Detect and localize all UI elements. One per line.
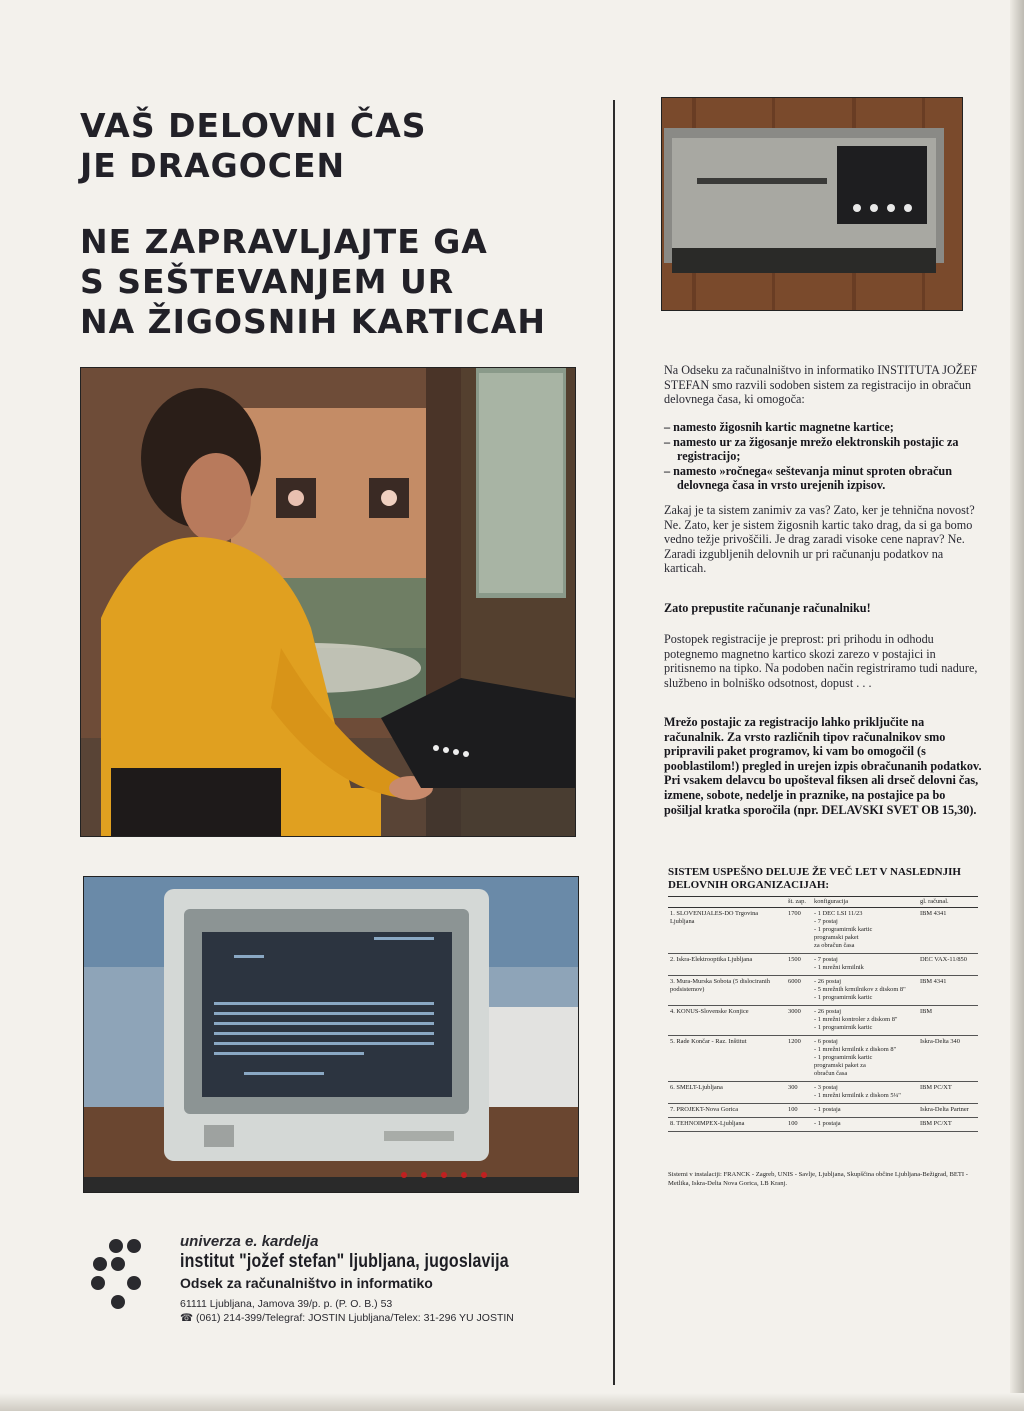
headline-secondary bbox=[80, 222, 600, 342]
table-cell bbox=[812, 1104, 918, 1118]
config-line: - 1 programirnik kartic bbox=[814, 1054, 873, 1061]
table-cell: 6. SMELT-Ljubljana bbox=[668, 1082, 786, 1104]
table-row bbox=[668, 954, 978, 976]
table-cell: 3000 bbox=[786, 1006, 812, 1036]
photo-registration-terminal bbox=[661, 97, 963, 311]
table-cell: Iskra-Delta Partner bbox=[918, 1104, 978, 1118]
table-cell: 1700 bbox=[786, 908, 812, 954]
list-item: – namesto »ročnega« seštevanja minut sproten obračun delovnega časa in vrsto urejenih izpisov. bbox=[664, 463, 952, 493]
procedure-paragraph: Postopek registracije je preprost: pri prihodu in odhodu potegnemo magnetno kartico skozi zarezo v postajici in pritisnemo na tipko. Na podoben način registriramo tudi nadure, službeno in bolniško odsotnost, dopust . . . bbox=[664, 632, 978, 690]
config-line: obračun časa bbox=[814, 1070, 848, 1077]
config-line: - 1 mrežni kontroler z diskom 8" bbox=[814, 1016, 898, 1023]
config-line: - 26 postaj bbox=[814, 978, 841, 985]
config-line: - 7 postaj bbox=[814, 956, 838, 963]
list-item: – namesto ur za žigosanje mrežo elektronskih postajic za registracijo; bbox=[664, 434, 959, 464]
headline-line: VAŠ DELOVNI ČAS bbox=[80, 106, 427, 145]
table-cell bbox=[812, 1036, 918, 1082]
list-item: – namesto žigosnih kartic magnetne kartice; bbox=[664, 420, 894, 434]
postal-address: 61111 Ljubljana, Jamova 39/p. p. (P. O. B.) 53 bbox=[180, 1298, 393, 1310]
call-to-action: Zato prepustite računanje računalniku! bbox=[664, 601, 871, 615]
config-line: - 1 programirnik kartic bbox=[814, 926, 873, 933]
table-cell: 100 bbox=[786, 1104, 812, 1118]
headline-line: JE DRAGOCEN bbox=[80, 146, 346, 185]
table-cell: 1. SLOVENIJALES-DO Trgovina Ljubljana bbox=[668, 908, 786, 954]
network-paragraph: Mrežo postajic za registracijo lahko priključite na računalnik. Za vrsto različnih tipov računalnikov smo pripravili paket programov, ki vam bo omogočil (s pooblastilom!) pregled in urejen izpis obračunanih podatkov. Pri vsakem delavcu bo upošteval fiksen ali drseč delovni čas, izmene, sobote, nedelje in praznike, na postajice pa bo pošiljal kratka sporočila (npr. DELAVSKI SVET OB 15,30). bbox=[664, 715, 982, 817]
table-row bbox=[668, 1082, 978, 1104]
table-cell: IBM bbox=[918, 1006, 978, 1036]
config-line: programski paket bbox=[814, 934, 859, 941]
config-line: - 1 programirnik kartic bbox=[814, 1024, 873, 1031]
config-line: - 1 mrežni krmilnik bbox=[814, 964, 864, 971]
photo-computer-terminal bbox=[83, 876, 579, 1193]
config-line: - 1 mrežni krmilnik z diskom 5¼" bbox=[814, 1092, 901, 1099]
table-header: gl. računal. bbox=[918, 897, 978, 908]
intro-paragraph: Na Odseku za računalništvo in informatiko INSTITUTA JOŽEF STEFAN smo razvili sodoben sistem za registracijo in obračun delovnega časa, ki omogoča: bbox=[664, 363, 978, 407]
table-cell: 8. TEHNOIMPEX-Ljubljana bbox=[668, 1118, 786, 1132]
table-cell: 7. PROJEKT-Nova Gorica bbox=[668, 1104, 786, 1118]
table-row bbox=[668, 976, 978, 1006]
config-line: programski paket za bbox=[814, 1062, 866, 1069]
table-cell: IBM 4341 bbox=[918, 976, 978, 1006]
config-line: - 26 postaj bbox=[814, 1008, 841, 1015]
table-cell: DEC VAX-11/850 bbox=[918, 954, 978, 976]
config-line: - 1 programirnik kartic bbox=[814, 994, 873, 1001]
headline-line: NE ZAPRAVLJAJTE GA bbox=[80, 222, 488, 261]
table-cell: 2. Iskra-Elektrooptika Ljubljana bbox=[668, 954, 786, 976]
table-cell: 6000 bbox=[786, 976, 812, 1006]
why-paragraph: Zakaj je ta sistem zanimiv za vas? Zato, ker je tehnična novost? Ne. Zato, ker je sistem žigosnih kartic tako drag, da si ga bomo vedno težje privoščili. Je drag zaradi visoke cene naprav? Ne. Zaradi izgubljenih delovnih ur pri računanju podatkov na karticah. bbox=[664, 503, 975, 576]
config-line: - 5 mrežnih krmilnikov z diskom 8" bbox=[814, 986, 906, 993]
table-cell bbox=[812, 1082, 918, 1104]
table-header: konfiguracija bbox=[812, 897, 918, 908]
table-cell bbox=[812, 954, 918, 976]
department-name: Odsek za računalništvo in informatiko bbox=[180, 1275, 433, 1291]
column-divider bbox=[613, 100, 615, 1385]
systems-table bbox=[668, 896, 978, 1132]
university-name: univerza e. kardelja bbox=[180, 1233, 319, 1250]
config-line: - 7 postaj bbox=[814, 918, 838, 925]
table-row bbox=[668, 1104, 978, 1118]
table-row bbox=[668, 908, 978, 954]
table-cell: IBM 4341 bbox=[918, 908, 978, 954]
installations-footnote: Sistemi v instalaciji: FRANCK - Zagreb, UNIS - Savlje, Ljubljana, Skupščina občine Ljubljana-Bežigrad, BETI - Metlika, Iskra-Delta Nova Gorica, LB Kranj. bbox=[668, 1171, 968, 1187]
config-line: za obračun časa bbox=[814, 942, 855, 949]
institute-name: institut "jožef stefan" ljubljana, jugoslavija bbox=[180, 1251, 509, 1272]
systems-title: SISTEM USPEŠNO DELUJE ŽE VEČ LET V NASLEDNJIH DELOVNIH ORGANIZACIJAH: bbox=[668, 866, 961, 891]
feature-list bbox=[664, 420, 982, 493]
table-cell: 1200 bbox=[786, 1036, 812, 1082]
table-header-row bbox=[668, 897, 978, 908]
table-row bbox=[668, 1118, 978, 1132]
table-cell: 100 bbox=[786, 1118, 812, 1132]
table-cell: 3. Mura-Murska Sobota (5 dislociranih podsistemov) bbox=[668, 976, 786, 1006]
headline-line: S SEŠTEVANJEM UR bbox=[80, 262, 455, 301]
table-cell bbox=[812, 1006, 918, 1036]
config-line: - 1 postaja bbox=[814, 1106, 841, 1113]
table-cell bbox=[812, 976, 918, 1006]
headline-primary bbox=[80, 106, 600, 186]
table-header: št. zap. bbox=[786, 897, 812, 908]
table-cell: Iskra-Delta 340 bbox=[918, 1036, 978, 1082]
config-line: - 6 postaj bbox=[814, 1038, 838, 1045]
table-cell bbox=[812, 1118, 918, 1132]
table-cell: 1500 bbox=[786, 954, 812, 976]
table-cell: 4. KONUS-Slovenske Konjice bbox=[668, 1006, 786, 1036]
photo-card-registration bbox=[80, 367, 576, 837]
table-row bbox=[668, 1006, 978, 1036]
page-edge-shadow bbox=[1010, 0, 1024, 1411]
config-line: - 1 postaja bbox=[814, 1120, 841, 1127]
table-cell: 300 bbox=[786, 1082, 812, 1104]
config-line: - 3 postaj bbox=[814, 1084, 838, 1091]
headline-line: NA ŽIGOSNIH KARTICAH bbox=[80, 302, 546, 341]
table-header bbox=[668, 897, 786, 908]
table-cell bbox=[812, 908, 918, 954]
table-cell: IBM PC/XT bbox=[918, 1082, 978, 1104]
page-bottom-shadow bbox=[0, 1393, 1024, 1411]
contact-info: ☎ (061) 214-399/Telegraf: JOSTIN Ljubljana/Telex: 31-296 YU JOSTIN bbox=[180, 1312, 514, 1324]
institute-logo bbox=[90, 1236, 152, 1316]
config-line: - 1 DEC LSI 11/23 bbox=[814, 910, 863, 917]
table-row bbox=[668, 1036, 978, 1082]
table-cell: IBM PC/XT bbox=[918, 1118, 978, 1132]
config-line: - 1 mrežni krmilnik z diskom 8" bbox=[814, 1046, 897, 1053]
table-cell: 5. Rade Končar - Raz. Inštitut bbox=[668, 1036, 786, 1082]
